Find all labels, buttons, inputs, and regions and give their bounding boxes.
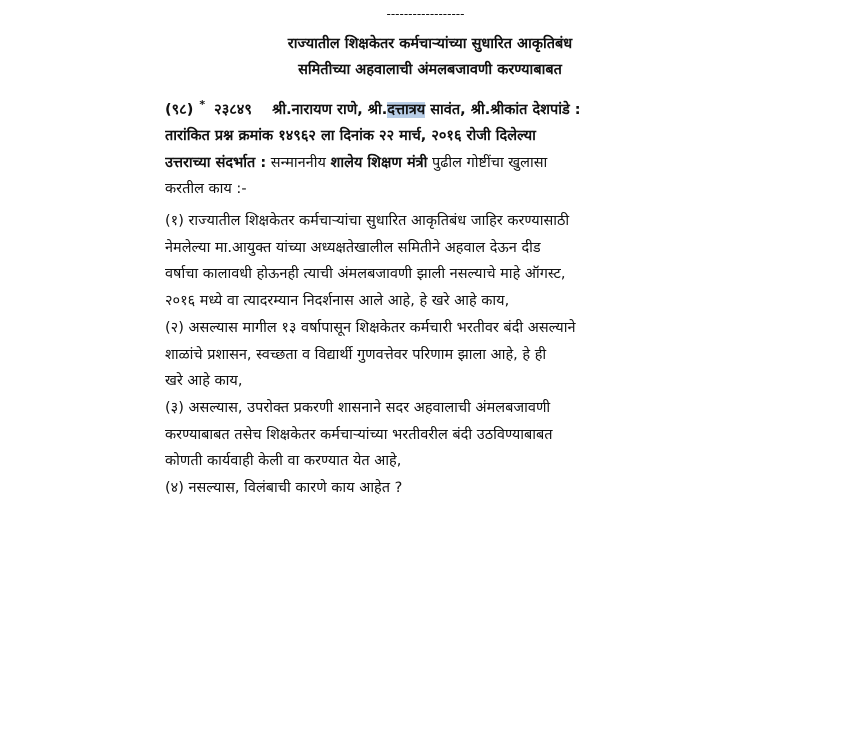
- item-line: वर्षाचा कालावधी होऊनही त्याची अंमलबजावणी झाली नसल्याचे माहे ऑगस्ट,: [165, 266, 566, 282]
- question-reference-line-3: करतील काय :-: [165, 181, 247, 198]
- highlighted-member-name[interactable]: दत्तात्रय: [387, 101, 426, 118]
- item-line: (१) राज्यातील शिक्षकेतर कर्मचाऱ्यांचा सुधारित आकृतिबंध जाहिर करण्यासाठी: [165, 213, 570, 229]
- question-item-3: [165, 395, 687, 475]
- reference-text-1: तारांकित प्रश्न क्रमांक १४९६२ ला दिनांक २२ मार्च, २०१६ रोजी दिलेल्या: [165, 128, 536, 145]
- question-number: (९८): [165, 101, 194, 118]
- item-line: कोणती कार्यवाही केली वा करण्यात येत आहे,: [165, 453, 402, 469]
- question-members-line: [165, 92, 687, 123]
- document-title-line-2: समितीच्या अहवालाची अंमलबजावणी करण्याबाबत: [298, 62, 562, 78]
- question-reference-line-1: [165, 123, 687, 150]
- item-line: नेमलेल्या मा.आयुक्त यांच्या अध्यक्षतेखालील समितीने अहवाल देऊन दीड: [165, 239, 541, 256]
- members-suffix: सावंत, श्री.श्रीकांत देशपांडे :: [430, 101, 581, 118]
- question-item-4: [165, 475, 687, 502]
- honorific: सन्माननीय: [270, 154, 326, 171]
- top-divider: ------------------: [386, 7, 465, 21]
- item-line: (३) असल्यास, उपरोक्त प्रकरणी शासनाने सदर अहवालाची अंमलबजावणी: [165, 400, 551, 416]
- question-header: [165, 92, 687, 203]
- question-id: २३८४९: [214, 101, 252, 118]
- reference-tail: पुढील गोष्टींचा खुलासा: [432, 154, 548, 171]
- item-line: शाळांचे प्रशासन, स्वच्छता व विद्यार्थी गुणवत्तेवर परिणाम झाला आहे, हे ही: [165, 346, 547, 363]
- question-item-2: [165, 315, 687, 395]
- question-item-1: [165, 208, 687, 314]
- item-line: खरे आहे काय,: [165, 373, 243, 389]
- reference-context: उत्तराच्या संदर्भात :: [165, 154, 267, 171]
- minister-title: शालेय शिक्षण मंत्री: [330, 154, 428, 171]
- item-line: करण्याबाबत तसेच शिक्षकेतर कर्मचाऱ्यांच्या भरतीवरील बंदी उठविण्याबाबत: [165, 426, 553, 443]
- starred-marker: *: [199, 98, 206, 111]
- item-line: २०१६ मध्ये वा त्यादरम्यान निदर्शनास आले आहे, हे खरे आहे काय,: [165, 292, 510, 309]
- members-prefix: श्री.नारायण राणे, श्री.: [272, 101, 388, 118]
- item-line: (४) नसल्यास, विलंबाची कारणे काय आहेत ?: [165, 480, 403, 496]
- question-reference-line-2: [165, 150, 687, 177]
- item-line: (२) असल्यास मागील १३ वर्षापासून शिक्षकेतर कर्मचारी भरतीवर बंदी असल्याने: [165, 320, 576, 336]
- document-title-line-1: राज्यातील शिक्षकेतर कर्मचाऱ्यांच्या सुधारित आकृतिबंध: [287, 36, 573, 52]
